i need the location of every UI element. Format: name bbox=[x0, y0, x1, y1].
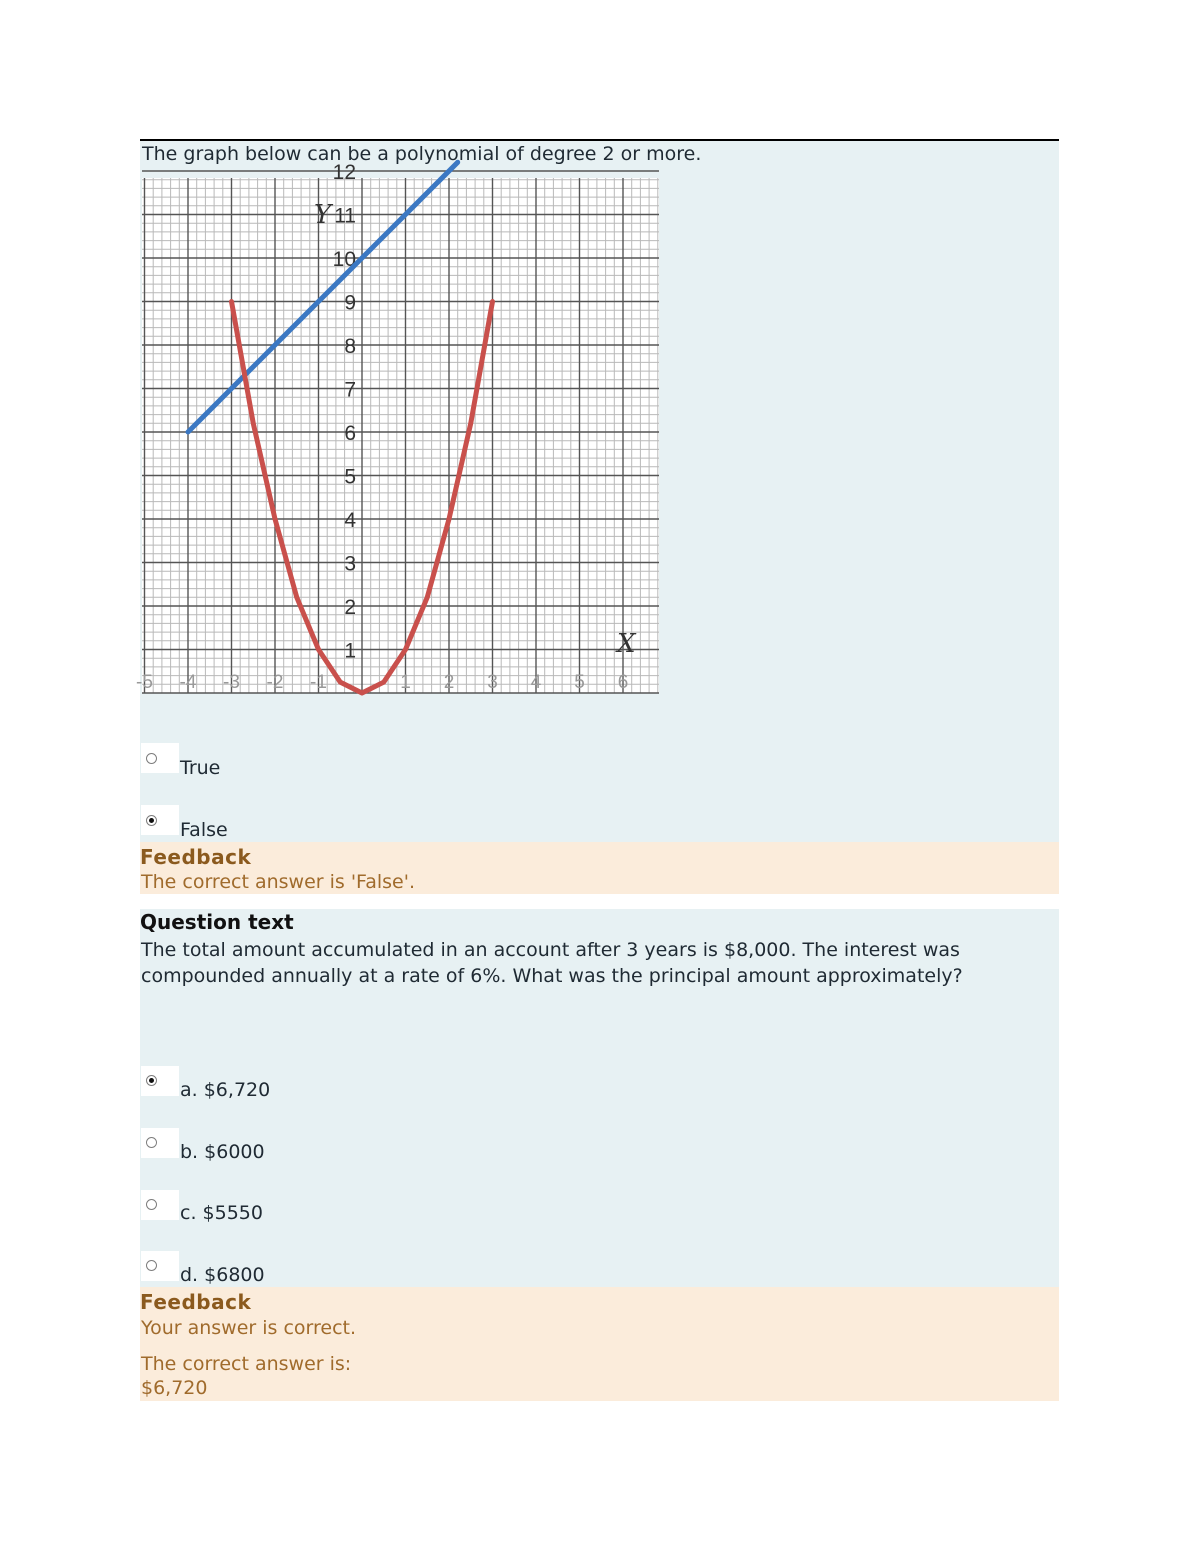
option-b-label: b. $6000 bbox=[180, 1141, 265, 1163]
feedback-2-title: Feedback bbox=[140, 1290, 252, 1314]
x-tick-label: 1 bbox=[400, 672, 411, 693]
x-tick-label: 2 bbox=[443, 672, 455, 693]
x-axis-label: X bbox=[617, 629, 636, 659]
feedback-1-text: The correct answer is 'False'. bbox=[141, 871, 416, 893]
x-tick-label: 4 bbox=[530, 672, 542, 693]
radio-false-bg bbox=[141, 805, 179, 835]
radio-c[interactable] bbox=[146, 1199, 157, 1210]
x-tick-label: -3 bbox=[223, 672, 240, 693]
question-1-text: The graph below can be a polynomial of degree 2 or more. bbox=[142, 143, 702, 165]
radio-b-bg bbox=[141, 1128, 179, 1158]
y-tick-label: 6 bbox=[344, 422, 356, 445]
x-tick-label: -2 bbox=[266, 672, 284, 693]
polynomial-graph bbox=[136, 161, 659, 693]
x-tick-label: -5 bbox=[136, 672, 153, 693]
radio-false[interactable] bbox=[146, 815, 157, 826]
x-tick-label: -4 bbox=[179, 672, 197, 693]
option-true-label: True bbox=[180, 757, 221, 779]
option-false-label: False bbox=[180, 819, 228, 841]
option-c-label: c. $5550 bbox=[180, 1202, 263, 1224]
radio-d-bg bbox=[141, 1251, 179, 1281]
y-axis-label: Y bbox=[314, 200, 332, 230]
radio-a-bg bbox=[141, 1066, 179, 1096]
radio-true[interactable] bbox=[146, 753, 157, 764]
radio-a[interactable] bbox=[146, 1075, 157, 1086]
y-tick-label: 1 bbox=[344, 639, 356, 663]
feedback-1-title: Feedback bbox=[140, 845, 252, 869]
radio-c-bg bbox=[141, 1190, 179, 1220]
y-tick-label: 4 bbox=[344, 509, 356, 532]
feedback-2-text: Your answer is correct. bbox=[141, 1317, 357, 1339]
y-tick-label: 12 bbox=[332, 161, 356, 184]
option-a-label: a. $6,720 bbox=[180, 1079, 271, 1101]
y-tick-label: 8 bbox=[344, 335, 356, 358]
question-2-heading: Question text bbox=[140, 910, 294, 934]
option-d-label: d. $6800 bbox=[180, 1264, 265, 1286]
x-tick-label: 6 bbox=[617, 672, 629, 693]
y-tick-label: 9 bbox=[344, 291, 356, 315]
y-tick-label: 5 bbox=[344, 465, 356, 489]
x-tick-label: 3 bbox=[487, 672, 498, 693]
radio-d[interactable] bbox=[146, 1260, 157, 1271]
y-tick-label: 3 bbox=[344, 552, 356, 576]
y-tick-label: 10 bbox=[332, 248, 356, 271]
x-tick-label: 5 bbox=[574, 672, 585, 693]
y-tick-label: 2 bbox=[344, 596, 356, 619]
y-tick-label: 7 bbox=[344, 378, 356, 402]
question-2-text: The total amount accumulated in an account after 3 years is $8,000. The interest was compounded annually at a rate of 6%. What was the principal amount approximately? bbox=[141, 939, 963, 987]
feedback-2-correct-label: The correct answer is: bbox=[141, 1353, 352, 1375]
feedback-2-correct-value: $6,720 bbox=[141, 1377, 208, 1399]
radio-true-bg bbox=[141, 743, 179, 773]
feedback-2-box bbox=[140, 1287, 1059, 1401]
y-tick-label: 11 bbox=[334, 204, 356, 228]
radio-b[interactable] bbox=[146, 1137, 157, 1148]
x-tick-label: -1 bbox=[310, 672, 327, 693]
